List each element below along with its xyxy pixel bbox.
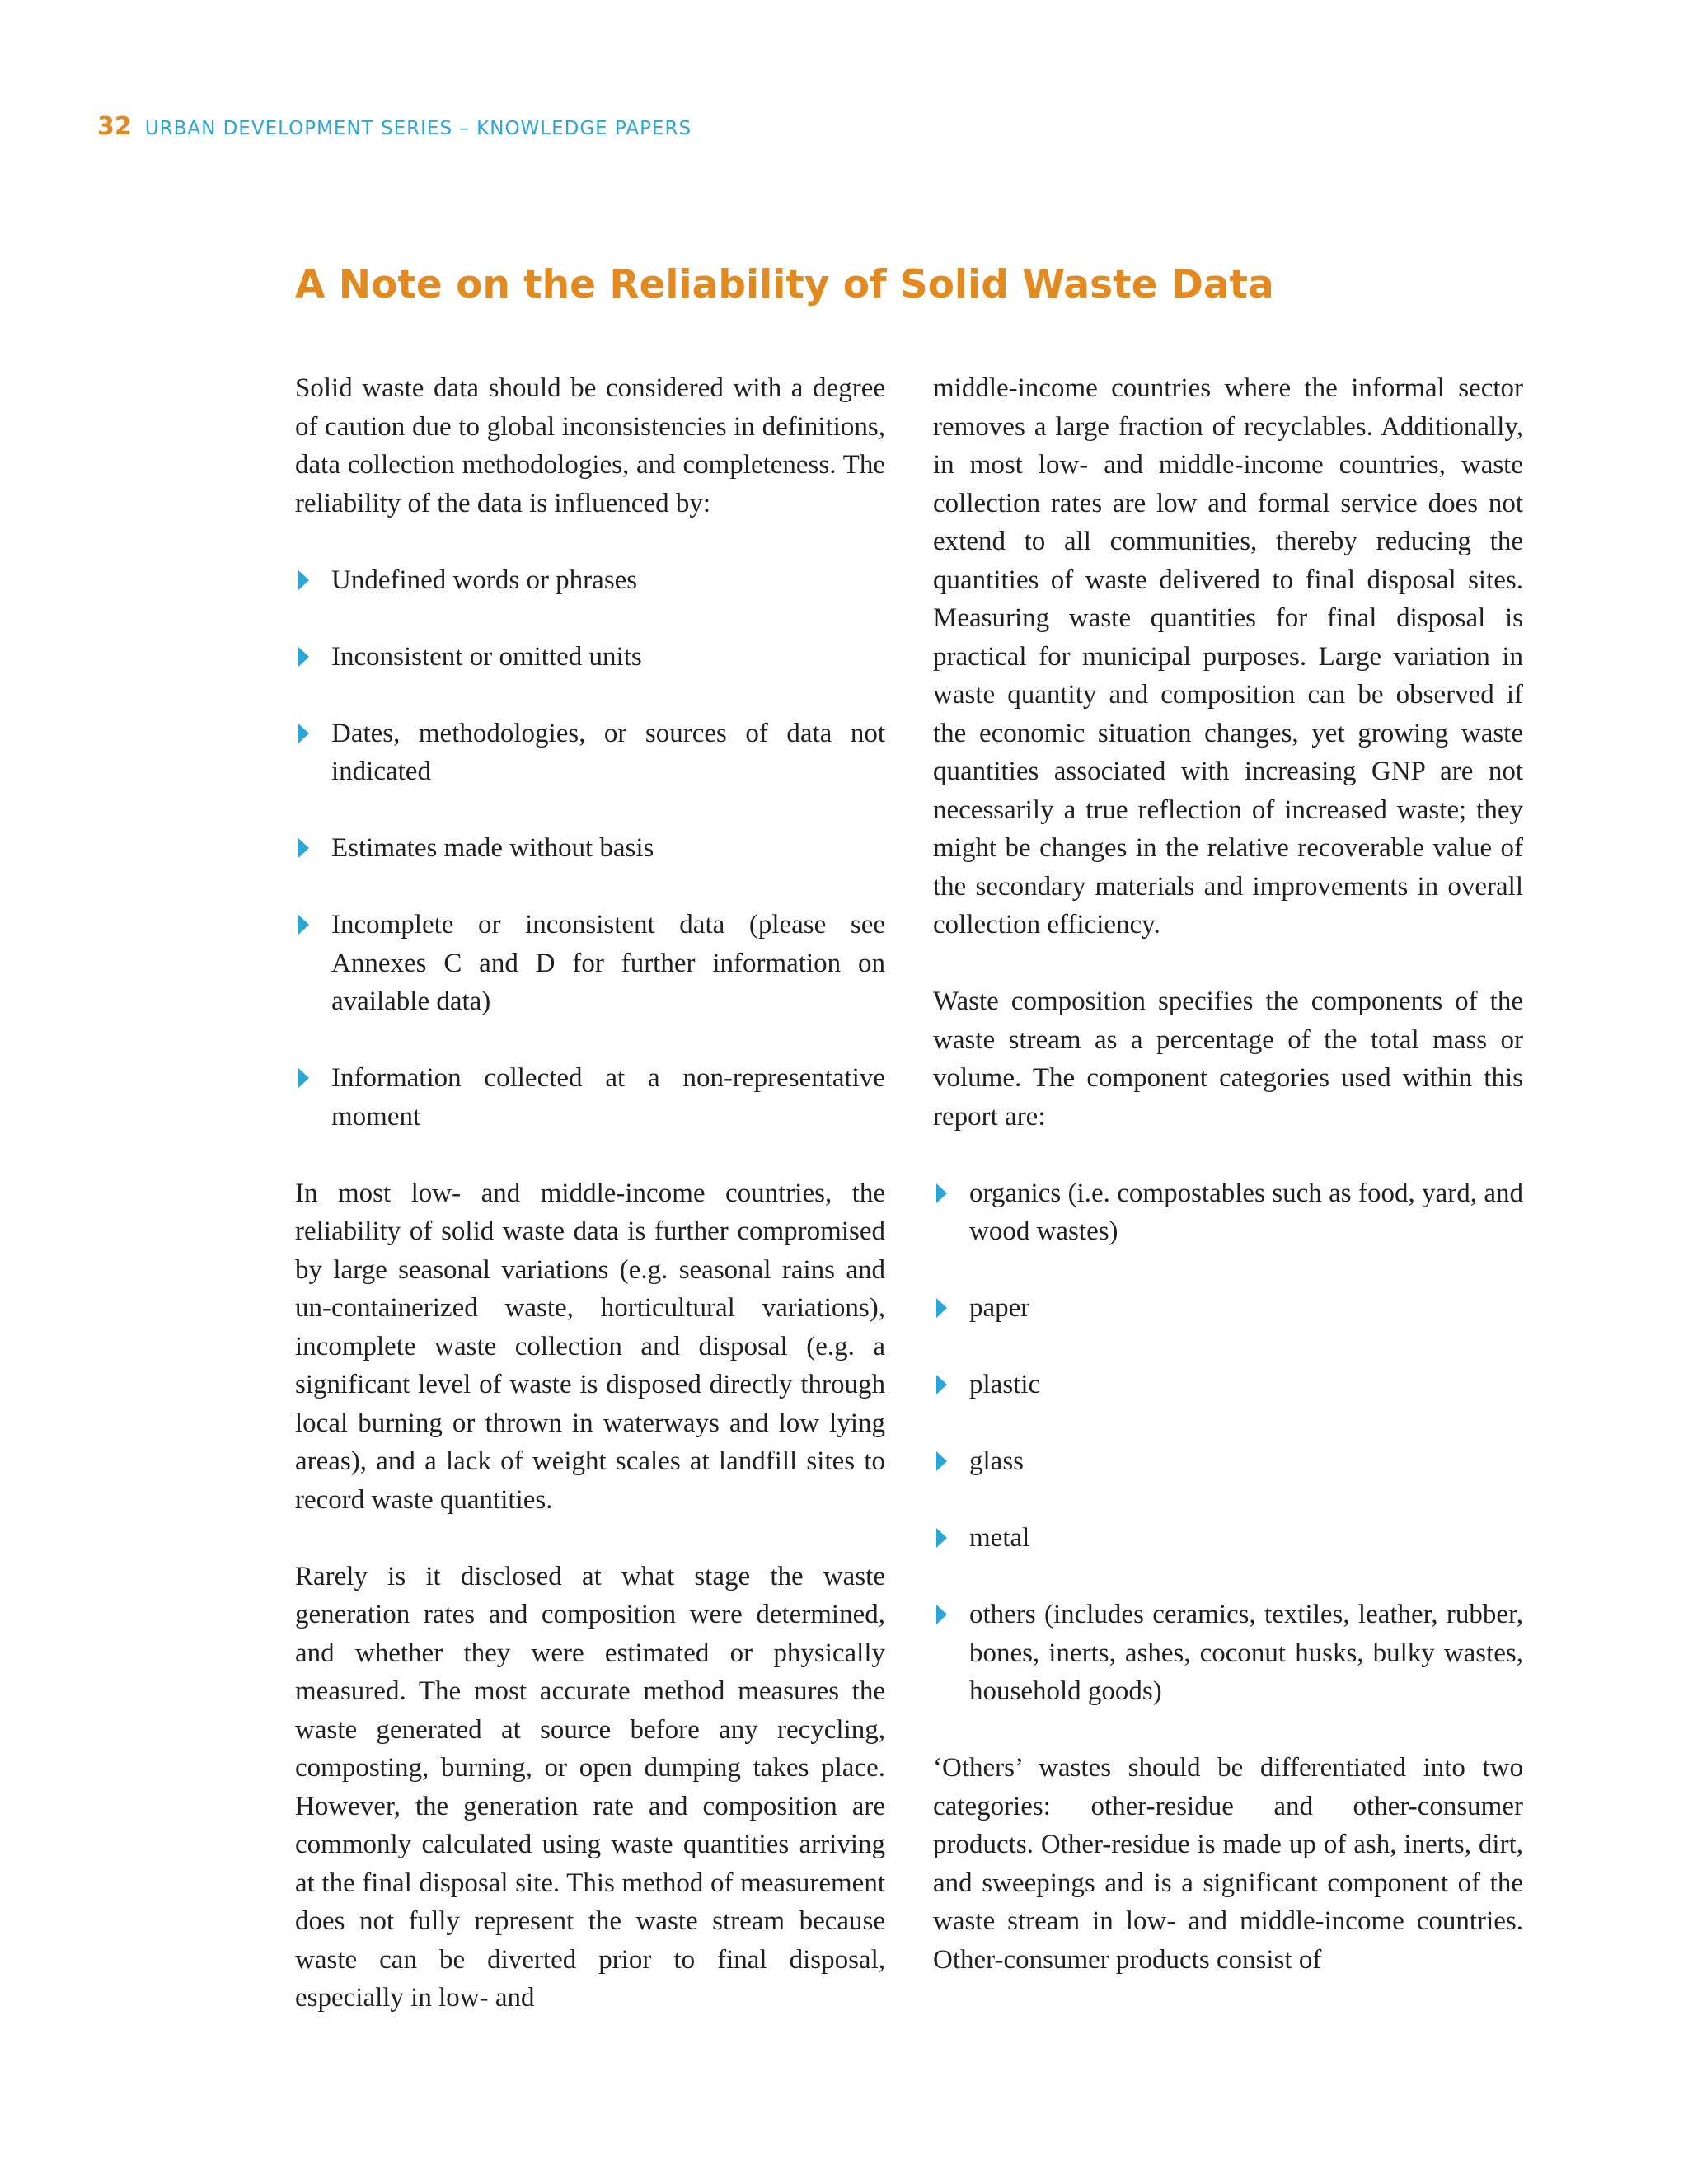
waste-composition-paragraph: Waste composition specifies the components of the waste stream as a percentage of the total mass or volume. The component categories used within this report are:	[933, 987, 1523, 1132]
list-item-text: Dates, methodologies, or sources of data not indicated	[331, 718, 885, 786]
list-item-text: plastic	[969, 1370, 1041, 1399]
bullet-triangle-icon	[936, 1528, 947, 1548]
bullet-triangle-icon	[936, 1451, 947, 1471]
measurement-stage-paragraph: Rarely is it disclosed at what stage the waste generation rates and composition were determined, and whether they were estimated or physically measured. The most accurate method measures the waste generated at source before any recycling, composting, burning, or open dumping takes place. However, the generation rate and composition are commonly calculated using waste quantities arriving at the final disposal site. This method of measurement does not fully represent the waste stream because waste can be diverted prior to final disposal, especially in low- and	[295, 1561, 885, 2013]
bullet-triangle-icon	[936, 1298, 947, 1318]
seasonal-variation-paragraph: In most low- and middle-income countries, the reliability of solid waste data is further compromised by large seasonal variations (e.g. seasonal rains and un-containerized waste, horticultural variations), incomplete waste collection and disposal (e.g. a significant level of waste is disposed directly through local burning or thrown in waterways and low lying areas), and a lack of weight scales at landfill sites to record waste quantities.	[295, 1178, 885, 1515]
right-column	[933, 369, 1523, 2018]
component-categories-list	[933, 1174, 1523, 1711]
list-item-text: organics (i.e. compostables such as food, yard, and wood wastes)	[969, 1178, 1523, 1246]
list-item-text: glass	[969, 1446, 1024, 1476]
list-item	[933, 1596, 1523, 1711]
list-item	[295, 829, 885, 868]
bullet-triangle-icon	[298, 570, 309, 590]
list-item-text: Inconsistent or omitted units	[331, 641, 642, 672]
list-item	[295, 561, 885, 600]
series-title: URBAN DEVELOPMENT SERIES – KNOWLEDGE PAPERS	[144, 118, 692, 139]
list-item	[933, 1366, 1523, 1404]
list-item-text: Undefined words or phrases	[331, 565, 638, 595]
list-item	[295, 638, 885, 677]
informal-sector-paragraph: middle-income countries where the informal sector removes a large fraction of recyclables. Additionally, in most low- and middle-income countries, waste collection rates are low and formal service does not extend to all communities, thereby reducing the quantities of waste delivered to final disposal sites. Measuring waste quantities for final disposal is practical for municipal purposes. Large variation in waste quantity and composition can be observed if the economic situation changes, yet growing waste quantities associated with increasing GNP are not necessarily a true reflection of increased waste; they might be changes in the relative recoverable value of the secondary materials and improvements in overall collection efficiency.	[933, 373, 1523, 940]
list-item	[933, 1174, 1523, 1251]
list-item	[295, 715, 885, 791]
reliability-factors-list	[295, 561, 885, 1137]
article-title: A Note on the Reliability of Solid Waste Data	[295, 262, 1274, 307]
bullet-triangle-icon	[298, 838, 309, 858]
running-header	[97, 112, 692, 148]
list-item	[295, 1059, 885, 1136]
intro-paragraph: Solid waste data should be considered with a degree of caution due to global inconsistencies in definitions, data collection methodologies, and completeness. The reliability of the data is influenced by:	[295, 373, 885, 518]
list-item-text: metal	[969, 1523, 1030, 1553]
list-item-text: others (includes ceramics, textiles, leather, rubber, bones, inerts, ashes, coconut husks, bulky wastes, household goods)	[969, 1600, 1523, 1706]
left-column	[295, 369, 885, 2055]
bullet-triangle-icon	[298, 647, 309, 667]
list-item-text: Information collected at a non-representative moment	[331, 1063, 885, 1132]
list-item	[933, 1289, 1523, 1328]
bullet-triangle-icon	[298, 724, 309, 743]
list-item-text: paper	[969, 1293, 1030, 1323]
list-item-text: Incomplete or inconsistent data (please see Annexes C and D for further information on available data)	[331, 910, 885, 1016]
bullet-triangle-icon	[936, 1375, 947, 1394]
list-item-text: Estimates made without basis	[331, 833, 654, 863]
list-item	[933, 1519, 1523, 1558]
others-categories-paragraph: ‘Others’ wastes should be differentiated into two categories: other-residue and other-consumer products. Other-residue is made up of ash, inerts, dirt, and sweepings and is a significant component of the waste stream in low- and middle-income countries. Other-consumer products consist of	[933, 1753, 1523, 1975]
bullet-triangle-icon	[936, 1605, 947, 1624]
page-number: 32	[97, 112, 132, 141]
list-item	[295, 906, 885, 1021]
list-item	[933, 1442, 1523, 1481]
bullet-triangle-icon	[298, 1068, 309, 1088]
bullet-triangle-icon	[936, 1183, 947, 1203]
bullet-triangle-icon	[298, 915, 309, 935]
